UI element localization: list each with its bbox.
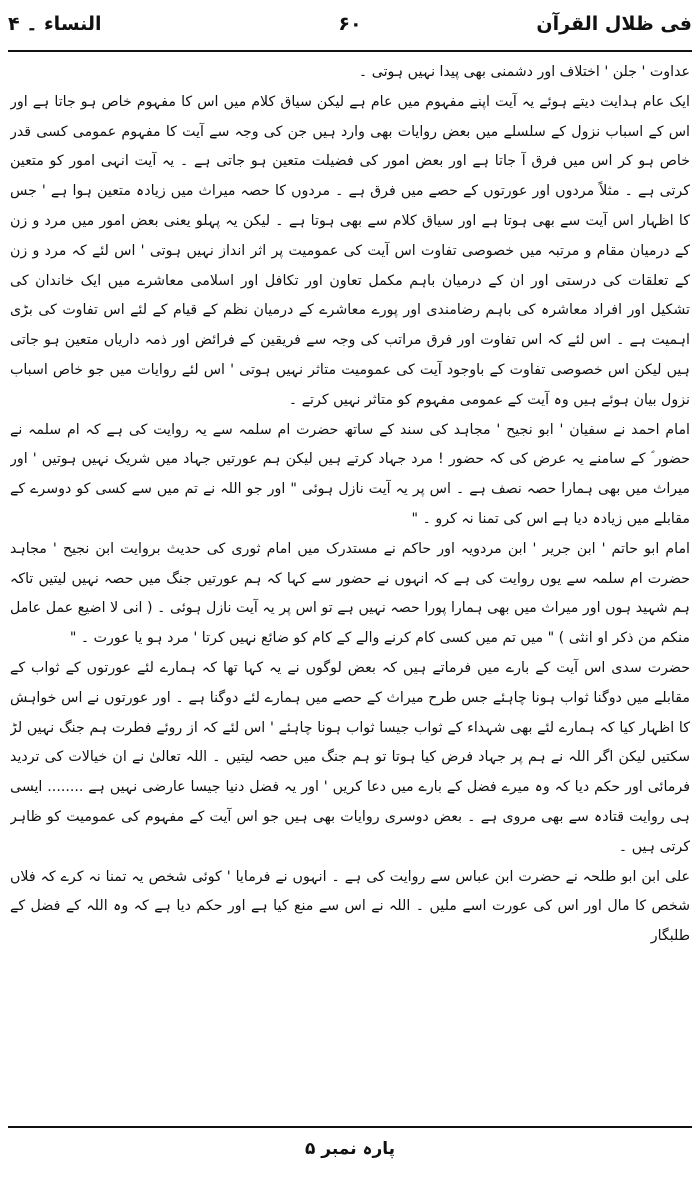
header-divider	[8, 50, 692, 52]
paragraph: علی ابن ابو طلحہ نے حضرت ابن عباس سے روایت کی ہے ۔ انہوں نے فرمایا ' کوئی شخص یہ تمنا نہ کرے کہ فلاں شخص کا مال اور اس کی عورت اسے ملیں ۔ اللہ نے اس سے منع کیا ہے اور حکم دیا ہے کہ وہ اللہ کے فضل کے طلبگار	[10, 868, 690, 945]
running-header	[8, 4, 692, 44]
paragraph: حضرت سدی اس آیت کے بارے میں فرماتے ہیں کہ بعض لوگوں نے یہ کہا تھا کہ ہمارے لئے عورتوں کے ثواب کے مقابلے میں دوگنا ثواب ہونا چاہئے جس طرح میراث کے حصے میں ہمارے لئے دوگنا ہے ۔ اور عورتوں نے اس خواہش کا اظہار کیا کہ ہمارے لئے بھی شہداء کے ثواب جیسا ثواب ہونا چاہئے ' اس لئے کہ از روئے فطرت ہم جنگ نہیں لڑ سکتیں لیکن اگر اللہ نے ہم پر جہاد فرض کیا ہوتا تو ہم جنگ میں حصہ لیتیں ۔ اللہ تعالیٰ نے ان خیالات کی تردید فرمائی اور حکم دیا کہ وہ میرے فضل کے بارے میں دعا کریں ' اور یہ فضل دنیا جیسا عارضی نہیں ہے ........ ایسی ہی روایت قتادہ سے بھی مروی ہے ۔ بعض دوسری روایات بھی ہیں جو اس آیت کے مفہوم کی عمومیت کو ظاہر کرتی ہیں ۔	[10, 659, 690, 855]
footer-divider	[8, 1126, 692, 1128]
body-text	[10, 58, 690, 1120]
paragraph: امام احمد نے سفیان ' ابو نجیح ' مجاہد کی سند کے ساتھ حضرت ام سلمہ سے یہ روایت کی ہے کہ ام سلمہ نے حضور ؐ کے سامنے یہ عرض کی کہ حضور ! مرد جہاد کرتے ہیں لیکن ہم عورتیں جہاد میں شریک نہیں ہوتیں ' اور میراث میں بھی ہمارا حصہ نصف ہے ۔ اس پر یہ آیت نازل ہوئی " اور جو اللہ نے تم میں سے کسی کو دوسرے کے مقابلے میں زیادہ دیا ہے اس کی تمنا نہ کرو ۔ "	[10, 421, 690, 527]
paragraph: ایک عام ہدایت دیتے ہوئے یہ آیت اپنے مفہوم میں عام ہے لیکن سیاق کلام میں اس کا مفہوم خاص ہو جاتا ہے اور اس کے اسباب نزول کے سلسلے میں بعض روایات بھی وارد ہیں جن کی وجہ سے آیت کا مفہوم عمومی کسی قدر خاص ہو کر اس میں فرق آ جاتا ہے اور بعض امور کی فضیلت متعین ہو جاتی ہے ۔ یہ آیت انہی امور کو متعین کرتی ہے ۔ مثلاً مردوں اور عورتوں کے حصے میں فرق ہے ۔ مردوں کا حصہ میراث میں زیادہ متعین ہوا ہے ' جس کا اظہار اس آیت سے بھی ہوتا ہے اور سیاق کلام سے بھی ہوتا ہے ۔ لیکن یہ پہلو یعنی بعض امور میں مرد و زن کے درمیان مقام و مرتبہ میں خصوصی تفاوت اس آیت کی عمومیت پر اثر انداز نہیں ہوتی ' اس لئے کہ مرد و زن کے تعلقات کی درستی اور ان کے درمیان باہم مکمل تعاون اور تکافل اور اسلامی معاشرے میں ایک خاندان کی تشکیل اور افراد معاشرہ کی باہم رضامندی اور پورے معاشرے کے درمیان نظم کے قیام کے لئے اس تفاوت کی بڑی اہمیت ہے ۔ اس لئے کہ اس تفاوت اور فرق مراتب کی وجہ سے فریقین کے فرائض اور ذمہ داریاں متعین ہو جاتی ہیں لیکن اس خصوصی تفاوت کے باوجود آیت کی عمومیت متاثر نہیں ہوتی ' اس لئے روایات میں جو خاص اسباب نزول بیان ہوئے ہیں وہ آیت کے عمومی مفہوم کو متاثر نہیں کرتے ۔	[10, 93, 690, 408]
paragraph: عداوت ' جلن ' اختلاف اور دشمنی بھی پیدا نہیں ہوتی ۔	[358, 64, 690, 80]
footer-para-number: پارہ نمبر ۵	[304, 1139, 396, 1159]
header-book-title: فی ظلال القرآن	[536, 13, 692, 35]
header-surah-label: النساء ۔ ۴	[8, 13, 102, 35]
page-number: ۶۰	[338, 13, 362, 35]
paragraph: امام ابو حاتم ' ابن جریر ' ابن مردویہ اور حاکم نے مستدرک میں امام ثوری کی حدیث بروایت ابن نجیح ' مجاہد حضرت ام سلمہ سے یوں روایت کی ہے کہ انہوں نے حضور سے کہا کہ ہم عورتیں جنگ میں حصہ نہیں لیتیں تاکہ ہم شہید ہوں اور میراث میں بھی ہمارا پورا حصہ نہیں ہے تو اس پر یہ آیت نازل ہوئی ۔ ( انی لا اضیع عمل عامل منکم من ذکر او انثی ) " میں تم میں کسی کام کرنے والے کے کام کو ضائع نہیں کرتا ' مرد ہو یا عورت ۔ "	[10, 540, 690, 647]
